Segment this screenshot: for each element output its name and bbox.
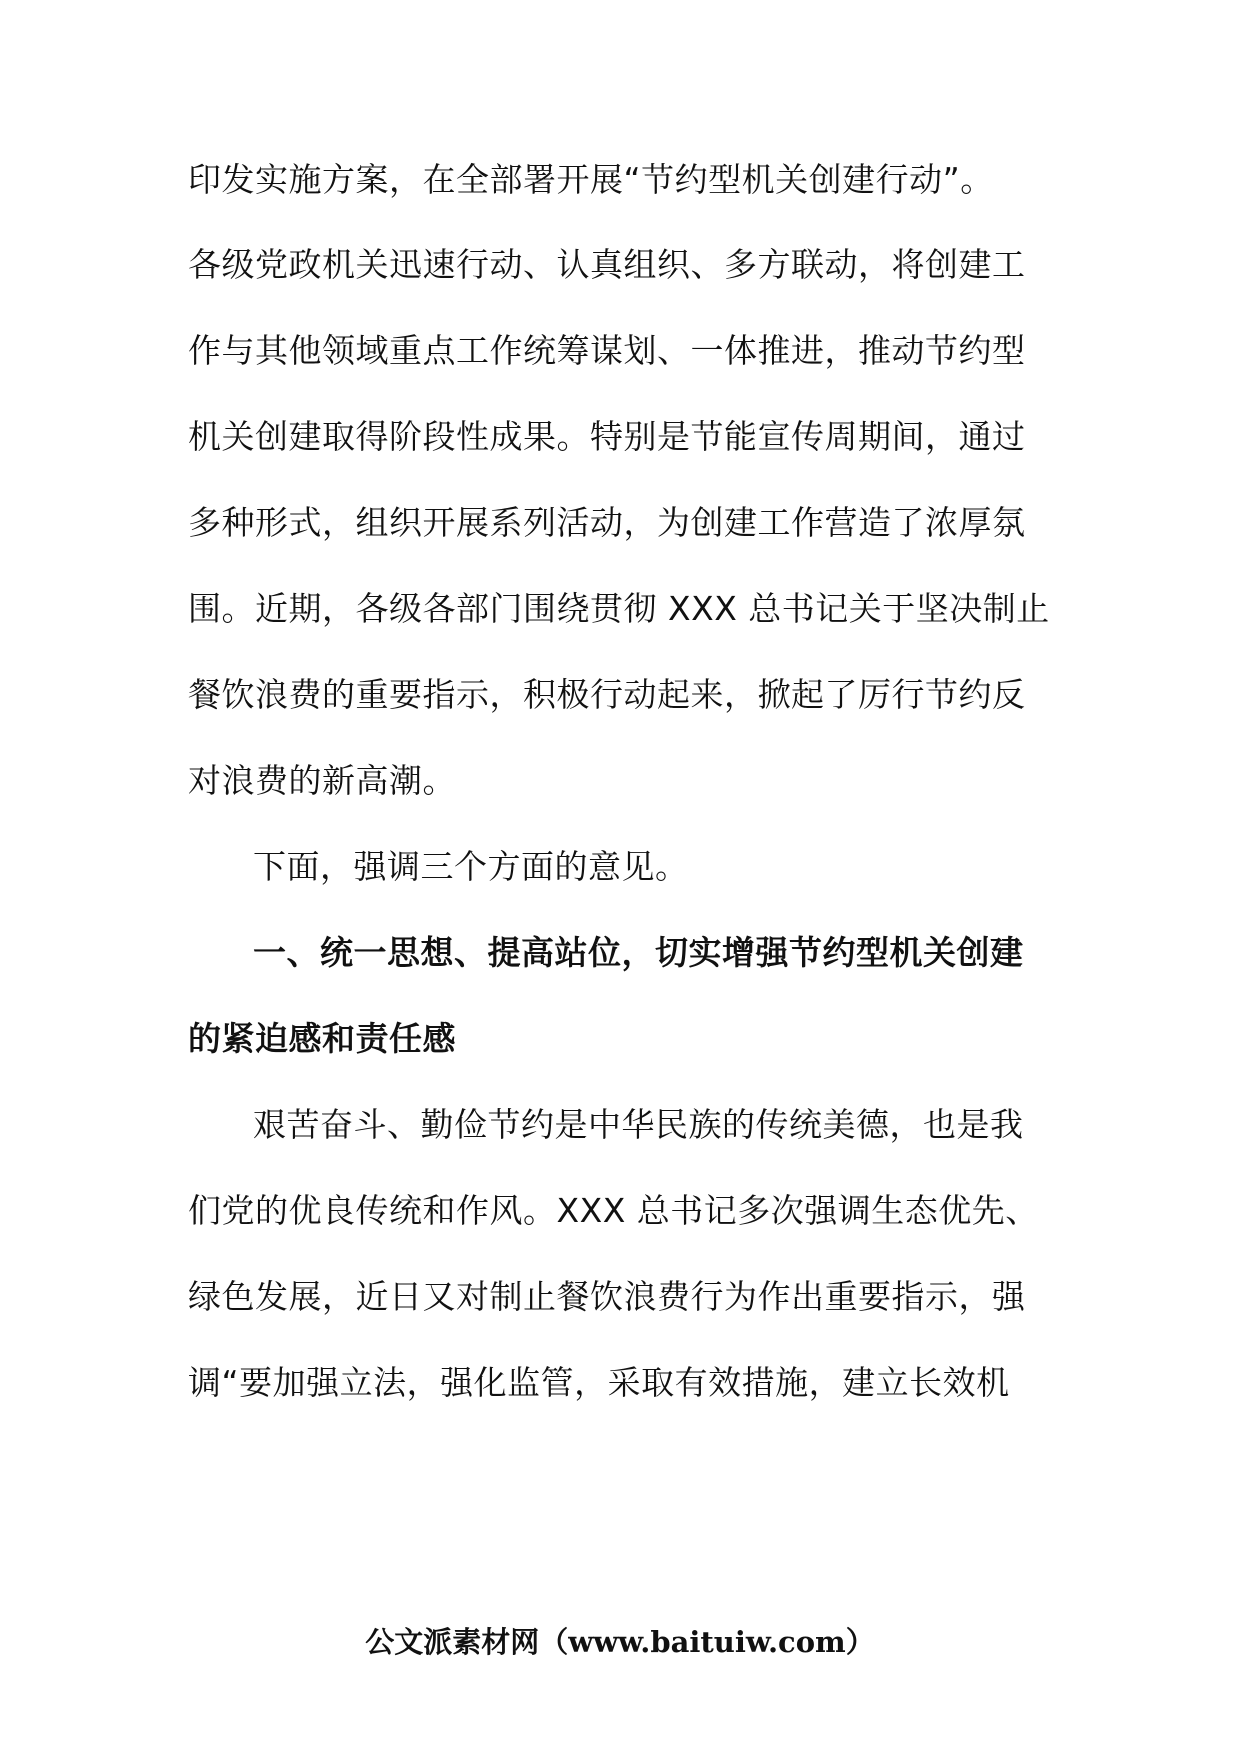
- body-line-13: 们党的优良传统和作风。XXX 总书记多次强调生态优先、: [188, 1191, 1039, 1230]
- body-line-3: 作与其他领域重点工作统筹谋划、一体推进，推动节约型: [188, 331, 1026, 370]
- body-line-12: 艰苦奋斗、勤俭节约是中华民族的传统美德，也是我: [253, 1105, 1024, 1144]
- footer-source: 公文派素材网（www.baituiw.com）: [365, 1625, 875, 1659]
- section-heading-line-1: 一、统一思想、提高站位，切实增强节约型机关创建: [253, 933, 1024, 972]
- body-line-8: 对浪费的新高潮。: [188, 761, 456, 800]
- body-line-2: 各级党政机关迅速行动、认真组织、多方联动，将创建工: [188, 245, 1026, 284]
- body-line-5: 多种形式，组织开展系列活动，为创建工作营造了浓厚氛: [188, 503, 1026, 542]
- body-line-4: 机关创建取得阶段性成果。特别是节能宣传周期间，通过: [188, 417, 1026, 456]
- body-line-6: 围。近期，各级各部门围绕贯彻 XXX 总书记关于坚决制止: [188, 589, 1050, 628]
- body-line-14: 绿色发展，近日又对制止餐饮浪费行为作出重要指示，强: [188, 1277, 1026, 1316]
- body-line-7: 餐饮浪费的重要指示，积极行动起来，掀起了厉行节约反: [188, 675, 1026, 714]
- body-line-15: 调“要加强立法，强化监管，采取有效措施，建立长效机: [188, 1363, 1010, 1402]
- body-line-1: 印发实施方案，在全部署开展“节约型机关创建行动”。: [188, 160, 994, 199]
- intro-paragraph-line: 下面，强调三个方面的意见。: [253, 847, 689, 886]
- section-heading-line-2: 的紧迫感和责任感: [188, 1019, 456, 1058]
